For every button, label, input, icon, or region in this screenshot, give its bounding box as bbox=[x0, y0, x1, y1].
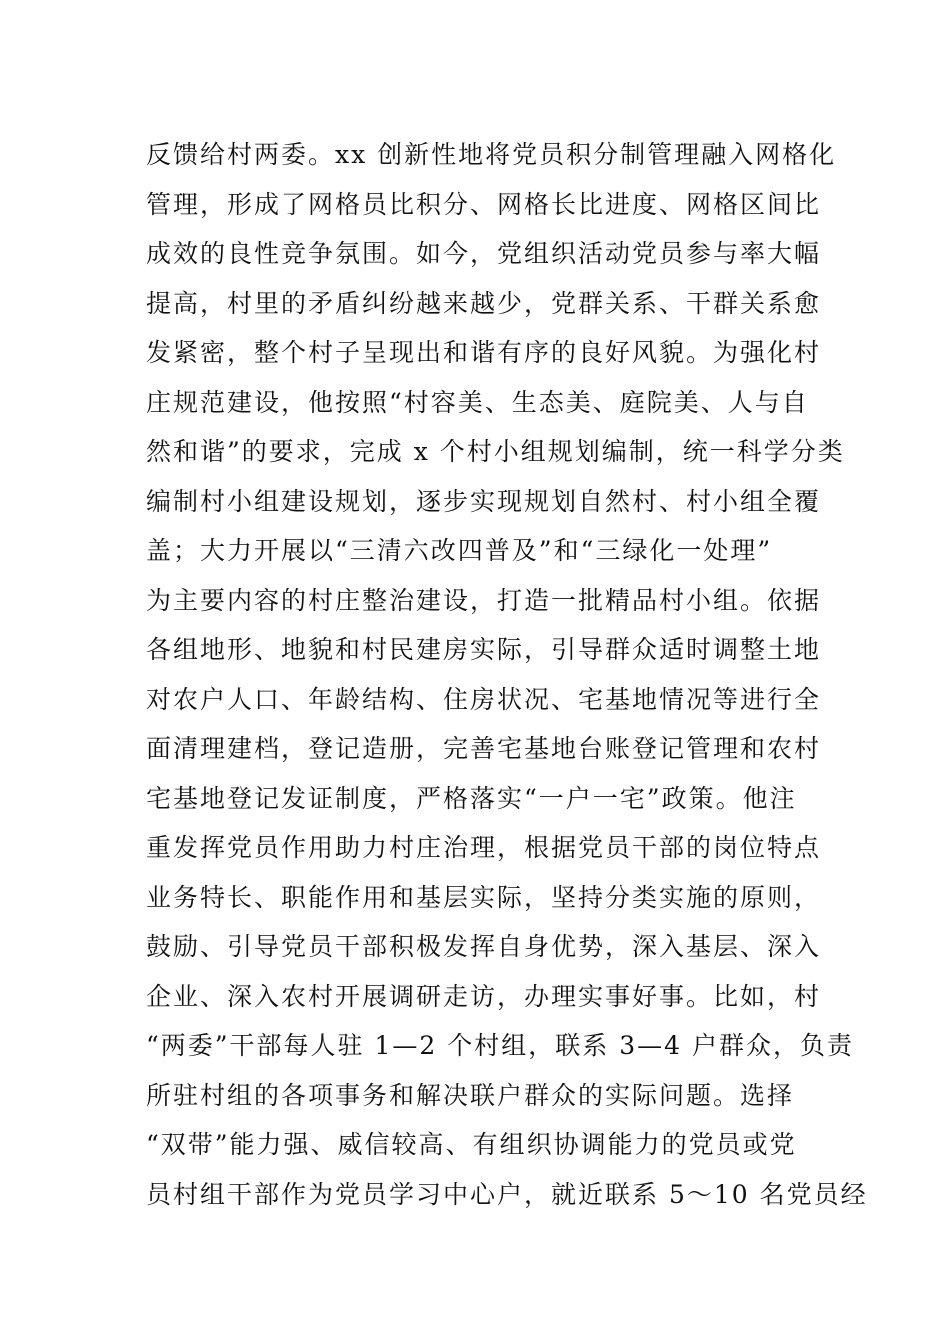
text-line-6: 庄规范建设，他按照“村容美、生态美、庭院美、人与自 bbox=[146, 387, 809, 417]
text-line-2: 管理，形成了网格员比积分、网格长比进度、网格区间比 bbox=[146, 189, 822, 219]
text-line-17: 鼓励、引导党员干部积极发挥自身优势，深入基层、深入 bbox=[146, 932, 822, 961]
text-line-4: 提高，村里的矛盾纠纷越来越少，党群关系、干群关系愈 bbox=[146, 288, 822, 318]
text-line-16: 业务特长、职能作用和基层实际，坚持分类实施的原则， bbox=[146, 882, 822, 912]
text-line-12: 对农户人口、年龄结构、住房状况、宅基地情况等进行全 bbox=[146, 684, 822, 714]
body-text bbox=[146, 130, 868, 1219]
text-line-20: 所驻村组的各项事务和解决联户群众的实际问题。选择 bbox=[146, 1080, 795, 1110]
text-line-7: 然和谐”的要求，完成 x 个村小组规划编制，统一科学分类 bbox=[146, 437, 845, 466]
text-line-11: 各组地形、地貌和村民建房实际，引导群众适时调整土地 bbox=[146, 635, 822, 664]
text-line-1: 反馈给村两委。xx 创新性地将党员积分制管理融入网格化 bbox=[146, 140, 837, 169]
text-line-22: 员村组干部作为党员学习中心户，就近联系 5～10 名党员经 bbox=[146, 1179, 868, 1209]
text-line-15: 重发挥党员作用助力村庄治理，根据党员干部的岗位特点 bbox=[146, 833, 822, 862]
text-line-10: 为主要内容的村庄整治建设，打造一批精品村小组。依据 bbox=[146, 585, 822, 615]
text-line-13: 面清理建档，登记造册，完善宅基地台账登记管理和农村 bbox=[146, 734, 822, 763]
text-line-5: 发紧密，整个村子呈现出和谐有序的良好风貌。为强化村 bbox=[146, 338, 822, 367]
text-line-21: “双带”能力强、威信较高、有组织协调能力的党员或党 bbox=[146, 1130, 797, 1159]
text-line-19: “两委”干部每人驻 1—2 个村组，联系 3—4 户群众，负责 bbox=[146, 1031, 854, 1060]
text-line-18: 企业、深入农村开展调研走访，办理实事好事。比如，村 bbox=[146, 981, 822, 1011]
text-line-14: 宅基地登记发证制度，严格落实“一户一宅”政策。他注 bbox=[146, 783, 797, 813]
text-line-9: 盖；大力开展以“三清六改四普及”和“三绿化一处理” bbox=[146, 536, 773, 565]
text-line-3: 成效的良性竞争氛围。如今，党组织活动党员参与率大幅 bbox=[146, 239, 822, 268]
text-line-8: 编制村小组建设规划，逐步实现规划自然村、村小组全覆 bbox=[146, 486, 822, 516]
